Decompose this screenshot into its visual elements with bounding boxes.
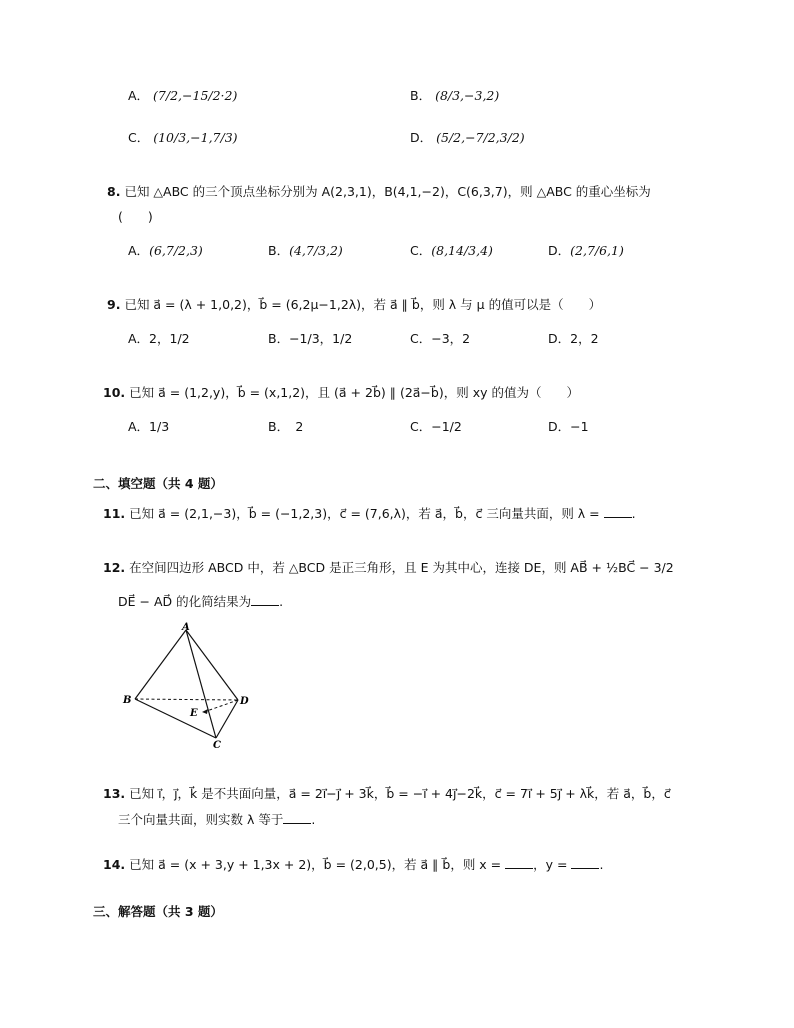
q8-option-d-label: D． [548,243,571,258]
q10-stem [103,385,579,401]
q8-option-d-value: (2,7/6,1) [570,243,624,258]
q13-stem-line2 [118,811,315,828]
q13-answer-blank[interactable] [283,811,311,824]
q8-stem [107,184,651,200]
q12-number: 12. [103,560,126,575]
q10-option-a: A．1/3 [128,419,170,434]
q12-end: . [279,594,284,609]
q7-option-b-value: (8/3,−3,2) [435,88,500,103]
q7-option-d-label: D． [410,130,433,145]
q12-stem-line1 [103,560,674,576]
q12-answer-blank[interactable] [251,593,279,606]
q14-stem-text: 已知 a⃗ = (x + 3,y + 1,3x + 2)，b⃗ = (2,0,5)，若 a⃗ ∥ b⃗，则 x = [129,857,506,872]
q8-number: 8. [107,184,121,199]
q9-option-d: D．2，2 [548,331,599,346]
q11-stem-text: 已知 a⃗ = (2,1,−3)，b⃗ = (−1,2,3)，c⃗ = (7,6,λ)，若 a⃗，b⃗，c⃗ 三向量共面，则 λ = [129,506,604,521]
q8-option-c-value: (8,14/3,4) [431,243,493,258]
q8-option-b-value: (4,7/3,2) [289,243,343,258]
q8-option-a [128,243,203,259]
q13-line1-text: 已知 i⃗，j⃗，k⃗ 是不共面向量，a⃗ = 2i⃗−j⃗ + 3k⃗，b⃗ = −i⃗ + 4j⃗−2k⃗，c⃗ = 7i⃗ + 5j⃗ + λk⃗，若 a⃗，b⃗，c⃗ [129,786,671,801]
q8-option-a-label: A． [128,243,150,258]
section-heading-fill-in: 二、填空题（共 4 题） [93,476,223,491]
vertex-label-a: A [182,622,190,633]
q11-stem [103,505,636,522]
q14-mid: ，y = [533,857,572,872]
q13-number: 13. [103,786,126,801]
q7-option-b-label: B． [410,88,432,103]
q8-option-a-value: (6,7/2,3) [149,243,203,258]
q8-option-d [548,243,624,259]
q8-answer-paren: ( ) [118,209,153,224]
q10-number: 10. [103,385,126,400]
q14-stem [103,856,603,873]
q14-x-answer-blank[interactable] [505,856,533,869]
q9-option-c: C．−3，2 [410,331,471,346]
q7-option-d-value: (5/2,−7/2,3/2) [436,130,525,145]
tetrahedron-figure [118,620,268,752]
q7-option-c-value: (10/3,−1,7/3) [153,130,238,145]
q8-option-b [268,243,343,259]
q11-number: 11. [103,506,126,521]
vertex-label-b: B [123,695,132,706]
q13-stem-line1 [103,786,671,802]
q8-option-c [410,243,493,259]
vertex-label-c: C [213,740,221,751]
section-heading-answer: 三、解答题（共 3 题） [93,904,223,919]
q7-option-a-label: A． [128,88,150,103]
q9-option-a: A．2，1/2 [128,331,190,346]
q7-option-b [410,88,499,104]
q9-option-b: B．−1/3，1/2 [268,331,353,346]
q8-option-b-label: B． [268,243,290,258]
q7-option-a [128,88,237,104]
vertex-label-d: D [240,696,249,707]
q8-option-c-label: C． [410,243,432,258]
center-label-e: E [190,708,198,719]
q12-stem-line2 [118,593,283,610]
q10-stem-text: 已知 a⃗ = (1,2,y)，b⃗ = (x,1,2)，且 (a⃗ + 2b⃗) ∥ (2a⃗−b⃗)，则 xy 的值为（ ） [129,385,579,400]
q11-answer-blank[interactable] [604,505,632,518]
q12-line2-text: DE⃗ − AD⃗ 的化简结果为 [118,594,252,609]
q7-option-c [128,130,238,146]
q14-end: . [599,857,604,872]
q7-option-c-label: C． [128,130,150,145]
q9-stem-text: 已知 a⃗ = (λ + 1,0,2)，b⃗ = (6,2μ−1,2λ)，若 a⃗ ∥ b⃗，则 λ 与 μ 的值可以是（ ） [124,297,602,312]
q14-y-answer-blank[interactable] [571,856,599,869]
q11-end: . [631,506,636,521]
q9-stem [107,297,601,313]
q8-stem-text: 已知 △ABC 的三个顶点坐标分别为 A(2,3,1)，B(4,1,−2)，C(6,3,7)，则 △ABC 的重心坐标为 [124,184,651,199]
q7-option-d [410,130,525,146]
q7-option-a-value: (7/2,−15/2·2) [153,88,238,103]
q10-option-b: B． 2 [268,419,304,434]
q10-option-c: C．−1/2 [410,419,462,434]
q13-end: . [311,812,316,827]
q10-option-d: D．−1 [548,419,589,434]
q12-line1-text: 在空间四边形 ABCD 中，若 △BCD 是正三角形，且 E 为其中心，连接 DE，则 AB⃗ + ½BC⃗ − 3/2 [129,560,674,575]
q14-number: 14. [103,857,126,872]
q9-number: 9. [107,297,121,312]
q13-line2-text: 三个向量共面，则实数 λ 等于 [118,812,284,827]
